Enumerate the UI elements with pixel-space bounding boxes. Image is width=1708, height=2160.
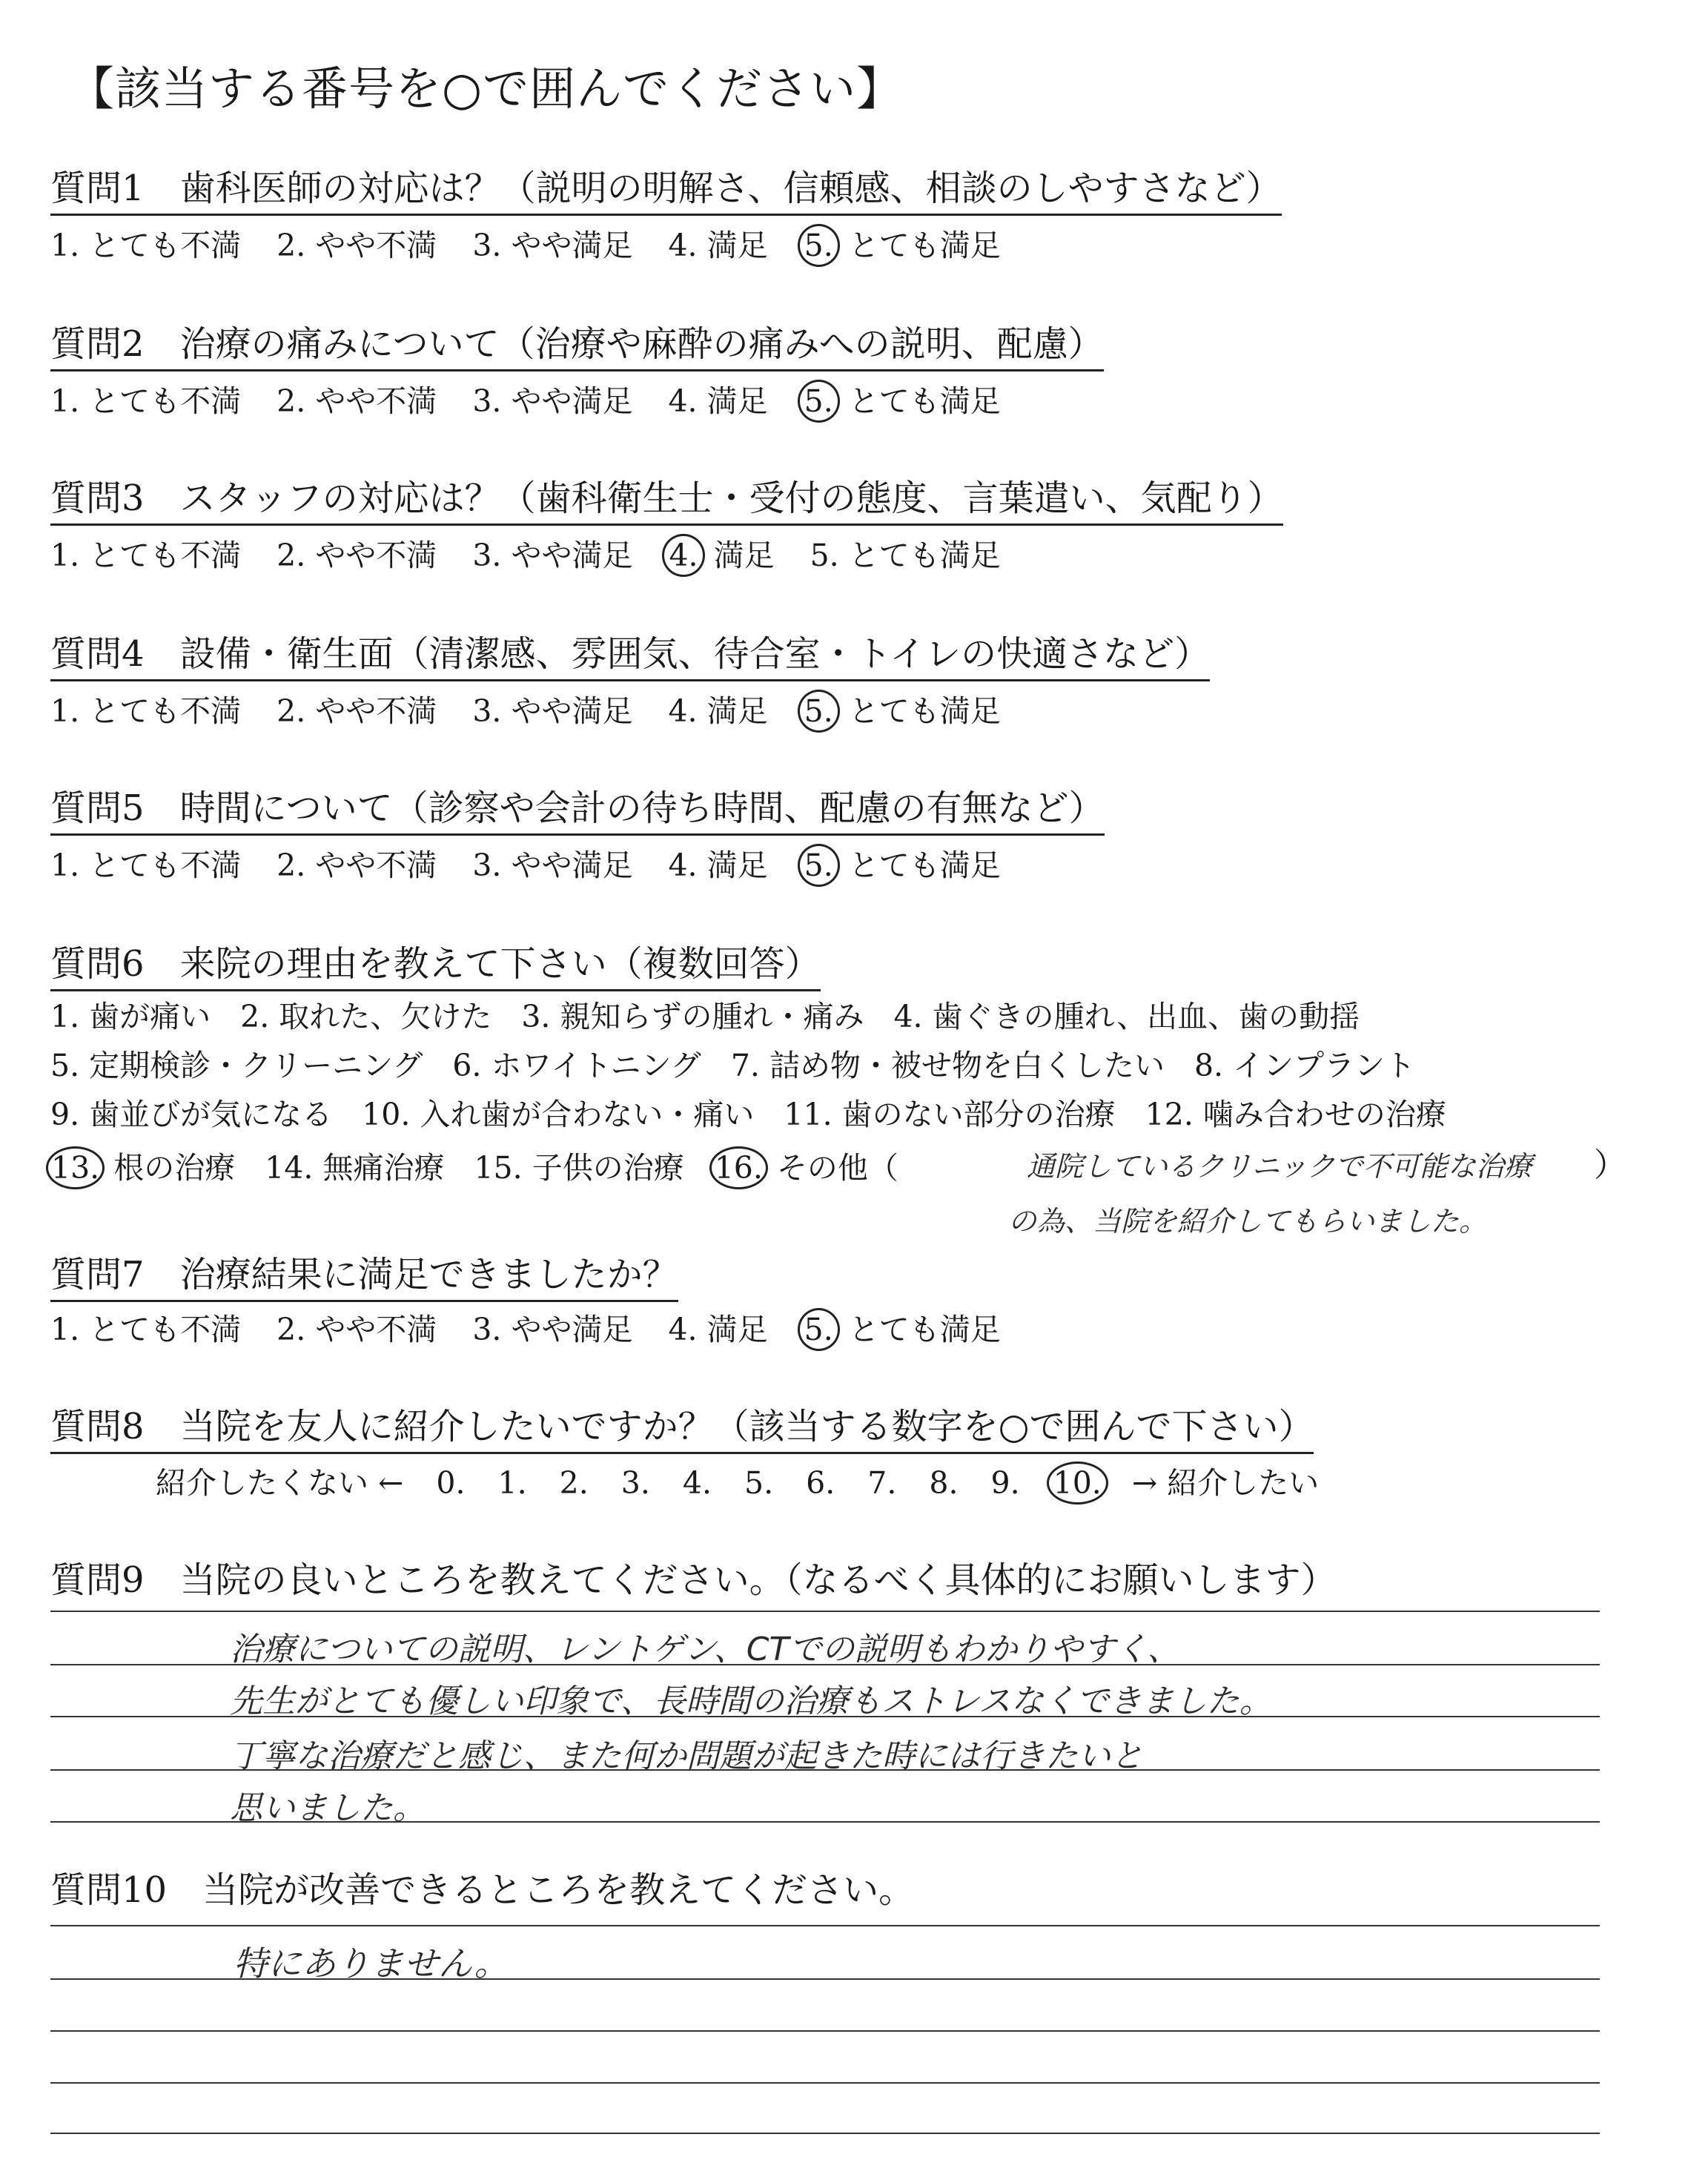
question-2-options (50, 377, 1036, 420)
option[interactable]: 1. とても不満 (50, 538, 242, 573)
option[interactable]: 3. 親知らずの腫れ・痛み (521, 999, 864, 1034)
option[interactable]: 1. とても不満 (50, 383, 242, 419)
other-close-paren: ） (1594, 1146, 1626, 1184)
selected-option-circle[interactable]: 5. (798, 690, 840, 733)
selected-option-circle[interactable]: 5. (798, 844, 840, 887)
option[interactable]: 1. とても不満 (50, 228, 242, 263)
scale-option[interactable]: 3. (620, 1465, 650, 1501)
option[interactable]: とても満足 (848, 1312, 1001, 1347)
page-title: 【該当する番号を○で囲んでください】 (68, 62, 904, 116)
question-1-options (50, 221, 1036, 265)
answer-line (50, 1611, 1600, 1612)
question-3-options (50, 531, 1036, 575)
question-4-options (50, 687, 1036, 730)
question-7-label: 質問7 (50, 1254, 145, 1295)
selected-option-circle[interactable]: 4. (662, 534, 704, 577)
other-handwritten-line-2: の為、当院を紹介してもらいました。 (1008, 1205, 1488, 1238)
question-4 (50, 625, 1210, 681)
scale-option[interactable]: 5. (744, 1465, 774, 1501)
option[interactable]: 2. やや不満 (277, 228, 437, 263)
option[interactable]: 5. とても満足 (810, 538, 1001, 573)
answer-10-text: 特にありません。 (234, 1943, 509, 1984)
option[interactable]: 4. 歯ぐきの腫れ、出血、歯の動揺 (893, 999, 1360, 1034)
scale-option[interactable]: 2. (559, 1465, 589, 1501)
question-1-text: 歯科医師の対応は？（説明の明解さ、信頼感、相談のしやすさなど） (179, 168, 1282, 209)
question-6-row-4 (50, 1143, 928, 1187)
scale-option[interactable]: 0. (436, 1465, 466, 1501)
selected-option-circle[interactable]: 16. (709, 1146, 768, 1189)
option[interactable]: 1. とても不満 (50, 693, 242, 729)
option[interactable]: 2. やや不満 (277, 383, 437, 419)
question-5-options (50, 841, 1036, 885)
question-7-options (50, 1305, 1036, 1349)
option[interactable]: とても満足 (848, 383, 1001, 419)
question-6 (50, 935, 821, 991)
question-7 (50, 1246, 678, 1302)
scale-option[interactable]: 6. (806, 1465, 835, 1501)
option[interactable]: 2. やや不満 (277, 848, 437, 883)
option[interactable]: 11. 歯のない部分の治療 (784, 1097, 1116, 1132)
option[interactable]: とても満足 (848, 848, 1001, 883)
option[interactable]: 3. やや満足 (472, 538, 633, 573)
question-8-label: 質問8 (50, 1406, 145, 1447)
option[interactable]: 12. 噛み合わせの治療 (1145, 1097, 1446, 1132)
option[interactable]: 3. やや満足 (472, 1312, 633, 1347)
question-8-scale (156, 1459, 1351, 1502)
question-3-label: 質問3 (50, 478, 145, 519)
option[interactable]: 2. やや不満 (277, 1312, 437, 1347)
option[interactable]: 4. 満足 (668, 1312, 768, 1347)
question-9 (50, 1551, 1337, 1602)
answer-line (50, 1978, 1600, 1980)
scale-option[interactable]: 4. (682, 1465, 712, 1501)
option[interactable]: 4. 満足 (668, 383, 768, 419)
answer-line (50, 1925, 1600, 1926)
question-5-label: 質問5 (50, 787, 145, 829)
question-4-text: 設備・衛生面（清潔感、雰囲気、待合室・トイレの快適さなど） (179, 633, 1211, 675)
selected-option-circle[interactable]: 5. (798, 1308, 840, 1351)
question-6-row-3 (50, 1090, 1476, 1134)
option[interactable]: 3. やや満足 (472, 693, 633, 729)
option[interactable]: 10. 入れ歯が合わない・痛い (362, 1097, 755, 1132)
scale-option[interactable]: 7. (867, 1465, 897, 1501)
answer-9-line-3: 丁寧な治療だと感じ、また何か問題が起きた時には行きたいと (230, 1737, 1143, 1775)
question-1-label: 質問1 (50, 168, 145, 209)
selected-option-circle[interactable]: 5. (798, 224, 840, 267)
option[interactable]: 満足 (713, 538, 775, 573)
question-8 (50, 1398, 1314, 1454)
selected-option-circle[interactable]: 13. (46, 1146, 105, 1189)
option[interactable]: 3. やや満足 (472, 228, 633, 263)
option[interactable]: 14. 無痛治療 (265, 1150, 445, 1186)
option[interactable]: 9. 歯並びが気になる (50, 1097, 333, 1132)
question-3 (50, 469, 1283, 526)
question-7-text: 治療結果に満足できましたか？ (179, 1254, 678, 1295)
scale-option[interactable]: 9. (990, 1465, 1020, 1501)
question-8-text: 当院を友人に紹介したいですか？（該当する数字を○で囲んで下さい） (179, 1406, 1314, 1447)
option[interactable]: とても満足 (848, 693, 1001, 729)
question-2-text: 治療の痛みについて（治療や麻酔の痛みへの説明、配慮） (179, 323, 1104, 365)
question-2-label: 質問2 (50, 323, 145, 365)
option[interactable]: 根の治療 (113, 1150, 236, 1186)
option[interactable]: とても満足 (848, 228, 1001, 263)
question-2 (50, 315, 1104, 371)
option[interactable]: 4. 満足 (668, 693, 768, 729)
option[interactable]: 8. インプラント (1194, 1048, 1416, 1083)
question-9-label: 質問9 (50, 1559, 145, 1601)
option[interactable]: 1. とても不満 (50, 848, 242, 883)
selected-option-circle[interactable]: 10. (1047, 1462, 1108, 1505)
option[interactable]: 5. 定期検診・クリーニング (50, 1048, 423, 1083)
answer-line (50, 2133, 1600, 2134)
option[interactable]: 2. やや不満 (277, 538, 437, 573)
question-10 (50, 1861, 914, 1912)
option[interactable]: 3. やや満足 (472, 383, 633, 419)
option-other[interactable]: その他（ (776, 1150, 898, 1186)
scale-left-label: 紹介したくない ← (156, 1465, 404, 1501)
selected-option-circle[interactable]: 5. (798, 380, 840, 423)
answer-9-line-2: 先生がとても優しい印象で、長時間の治療もストレスなくできました。 (230, 1682, 1272, 1720)
scale-option[interactable]: 1. (497, 1465, 527, 1501)
question-6-row-2 (50, 1041, 1445, 1085)
answer-line (50, 1821, 1600, 1823)
question-10-label: 質問10 (50, 1869, 168, 1911)
option[interactable]: 3. やや満足 (472, 848, 633, 883)
option[interactable]: 1. とても不満 (50, 1312, 242, 1347)
option[interactable]: 2. やや不満 (277, 693, 437, 729)
question-10-text: 当院が改善できるところを教えてください。 (202, 1869, 915, 1911)
option[interactable]: 4. 満足 (668, 848, 768, 883)
question-5-text: 時間について（診察や会計の待ち時間、配慮の有無など） (179, 787, 1105, 829)
question-9-text: 当院の良いところを教えてください。（なるべく具体的にお願いします） (179, 1559, 1337, 1601)
answer-9-line-4: 思いました。 (230, 1789, 426, 1827)
option[interactable]: 15. 子供の治療 (474, 1150, 684, 1186)
question-6-text: 来院の理由を教えて下さい（複数回答） (179, 943, 821, 985)
question-5 (50, 779, 1105, 836)
option[interactable]: 6. ホワイトニング (452, 1048, 701, 1083)
scale-option[interactable]: 8. (929, 1465, 959, 1501)
option[interactable]: 2. 取れた、欠けた (240, 999, 492, 1034)
question-1 (50, 159, 1282, 216)
question-6-row-1 (50, 992, 1389, 1036)
option[interactable]: 1. 歯が痛い (50, 999, 211, 1034)
answer-line (50, 1664, 1600, 1665)
answer-9-line-1: 治療についての説明、レントゲン、CTでの説明もわかりやすく、 (230, 1631, 1180, 1668)
option[interactable]: 7. 詰め物・被せ物を白くしたい (730, 1048, 1165, 1083)
answer-line (50, 2082, 1600, 2084)
question-6-label: 質問6 (50, 943, 145, 985)
other-handwritten-line-1: 通院しているクリニックで不可能な治療 (1027, 1150, 1532, 1183)
option[interactable]: 4. 満足 (668, 228, 768, 263)
answer-line (50, 2030, 1600, 2032)
scale-right-label: → 紹介したい (1131, 1465, 1320, 1501)
answer-line (50, 1769, 1600, 1771)
question-3-text: スタッフの対応は？（歯科衛生士・受付の態度、言葉遣い、気配り） (179, 478, 1283, 519)
answer-line (50, 1716, 1600, 1717)
question-4-label: 質問4 (50, 633, 145, 675)
